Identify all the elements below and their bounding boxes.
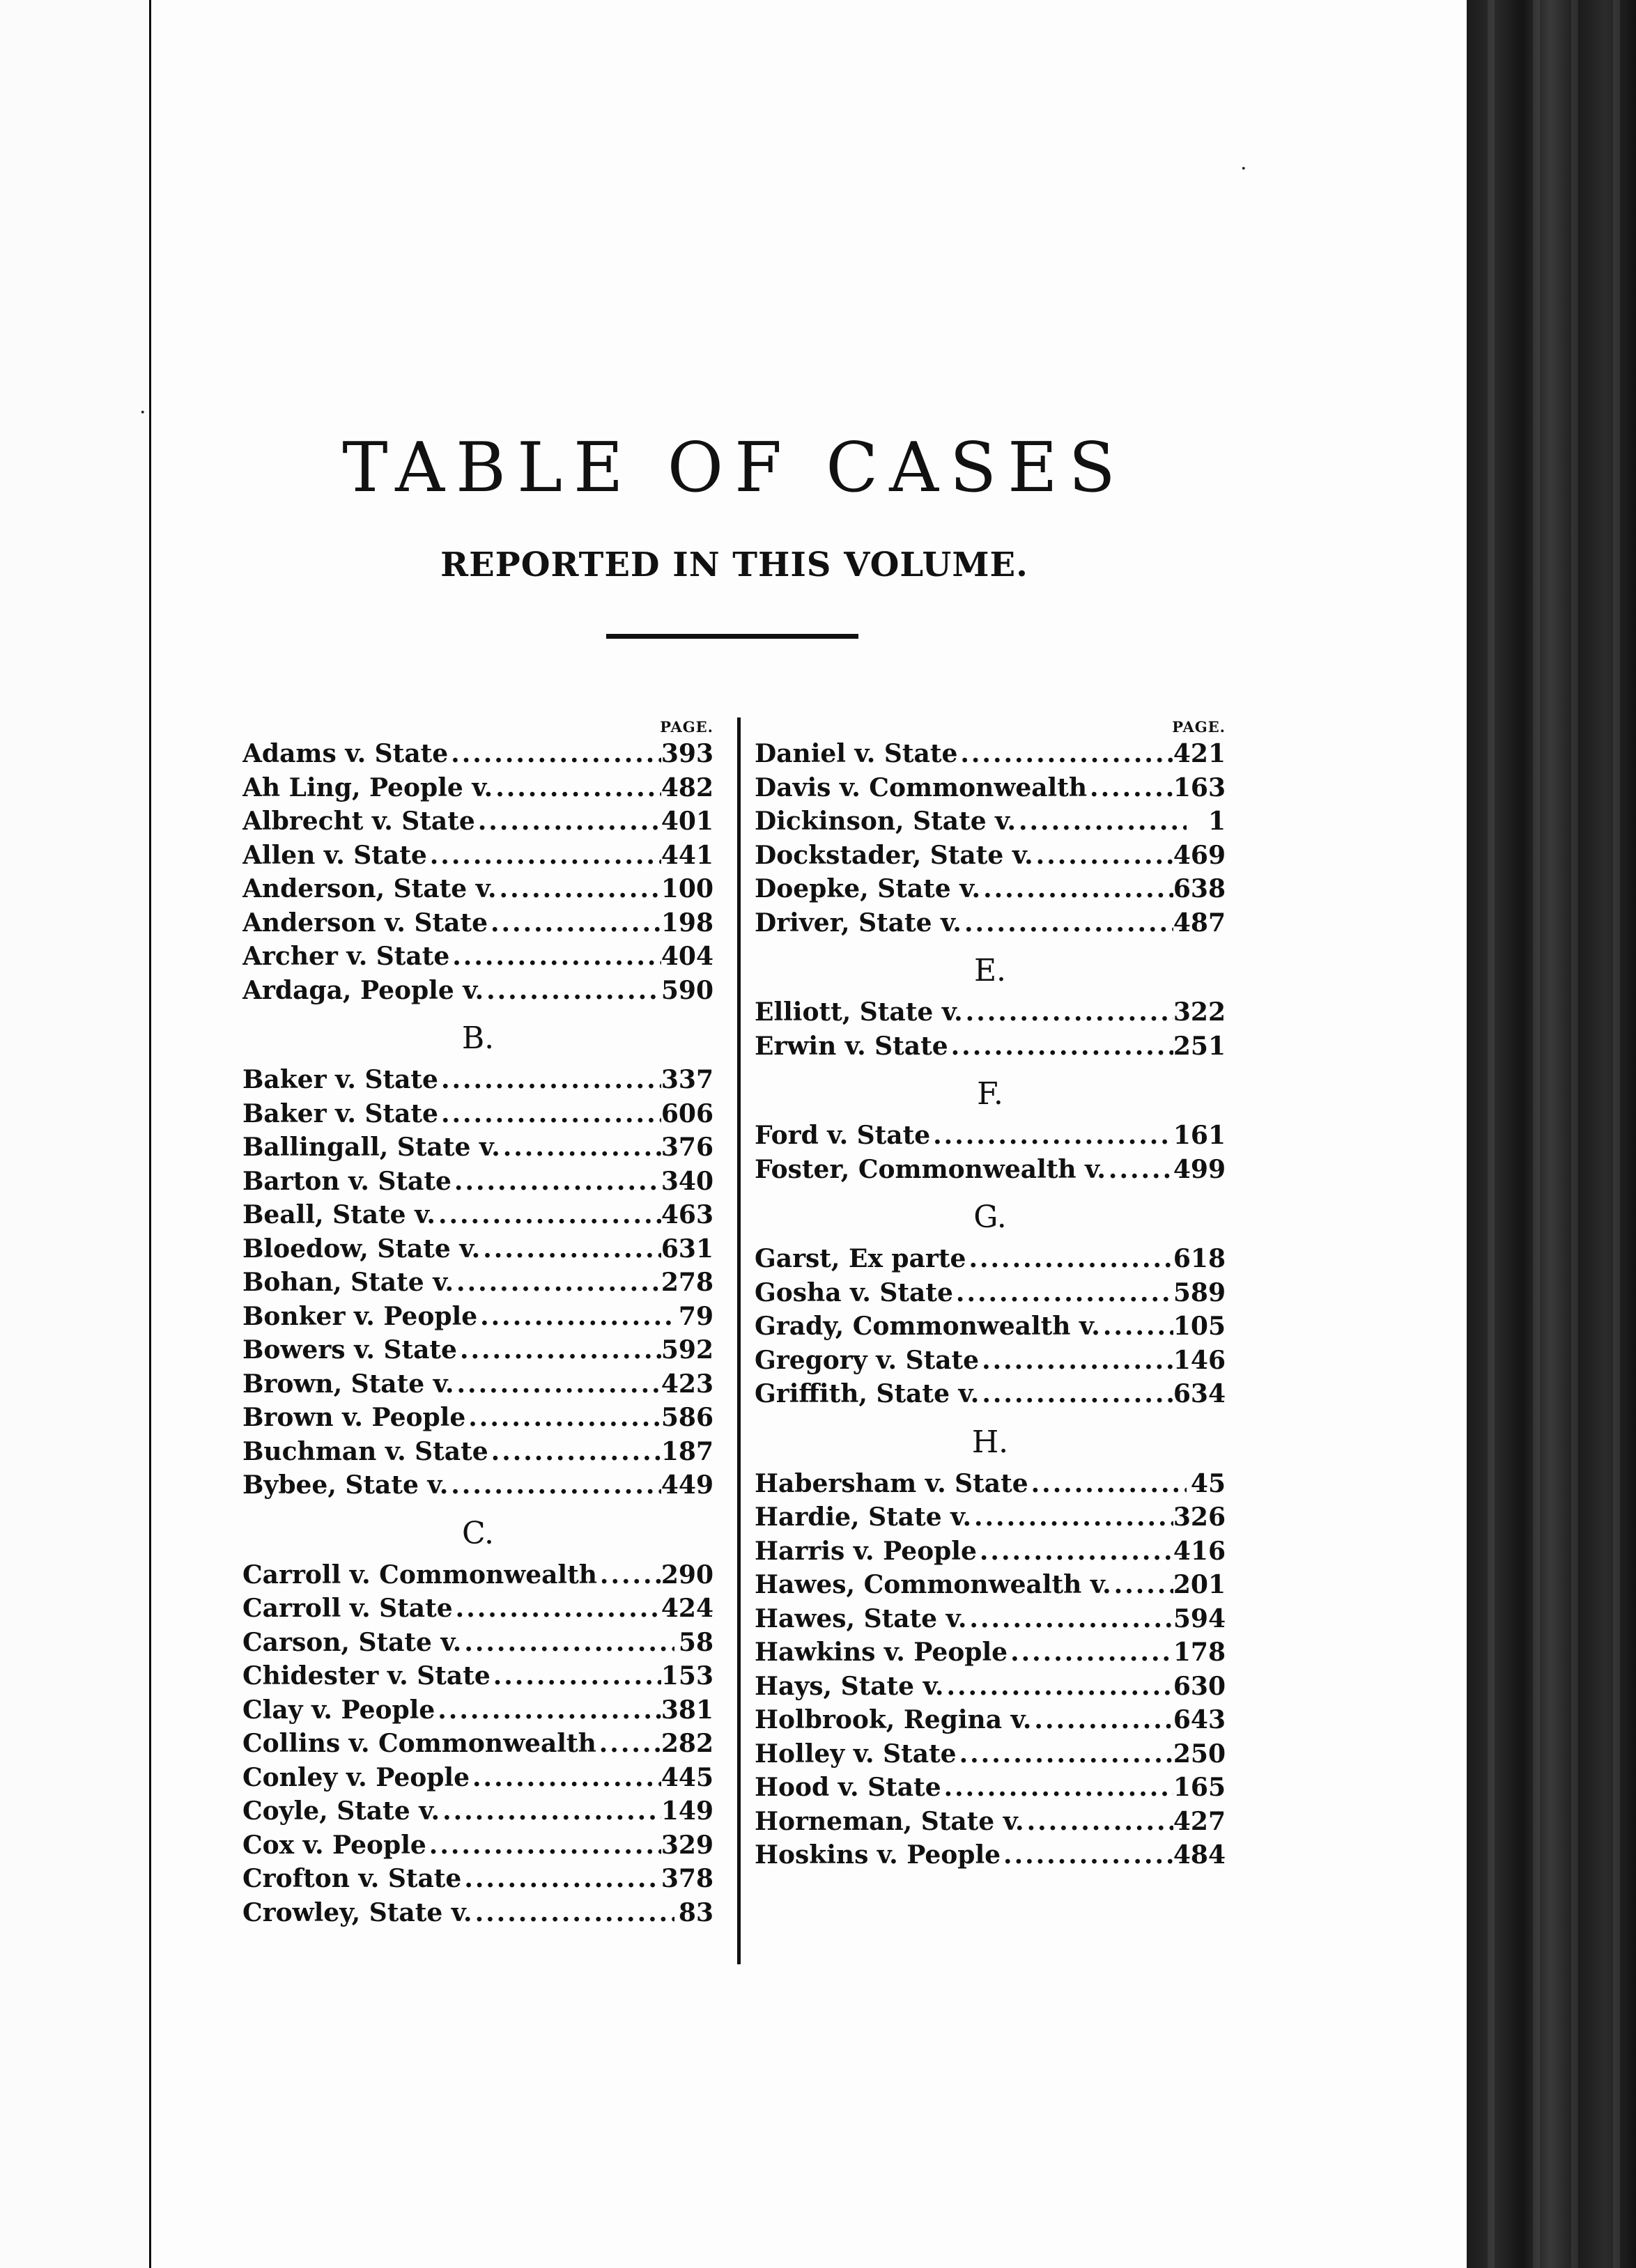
case-name: Hoskins v. People xyxy=(755,1840,1001,1870)
dot-leader xyxy=(454,1266,661,1300)
dot-leader xyxy=(438,1063,661,1097)
dot-leader xyxy=(438,1097,661,1131)
case-page-number: 187 xyxy=(661,1436,713,1466)
book-fore-edge xyxy=(1467,0,1636,2268)
case-entry xyxy=(242,1097,713,1131)
case-entry xyxy=(242,737,713,771)
case-name: Adams v. State xyxy=(242,739,449,768)
right-column xyxy=(755,717,1226,1872)
case-name: Foster, Commonwealth v. xyxy=(755,1154,1106,1184)
page-title: TABLE OF CASES xyxy=(342,428,1127,508)
dot-leader xyxy=(477,1300,674,1334)
dot-leader xyxy=(977,1535,1173,1569)
dot-leader xyxy=(480,1232,661,1266)
case-name: Holley v. State xyxy=(755,1739,957,1769)
case-name: Harris v. People xyxy=(755,1536,977,1566)
case-name: Elliott, State v. xyxy=(755,997,963,1027)
case-page-number: 484 xyxy=(1173,1840,1226,1870)
case-page-number: 161 xyxy=(1173,1121,1226,1150)
case-page-number: 198 xyxy=(661,908,713,938)
case-name: Dockstader, State v. xyxy=(755,840,1033,870)
case-entry xyxy=(755,1310,1226,1344)
dot-leader xyxy=(1106,1153,1173,1187)
dot-leader xyxy=(488,1435,661,1469)
case-entry xyxy=(755,1670,1226,1704)
case-page-number: 634 xyxy=(1173,1379,1226,1408)
case-name: Anderson, State v. xyxy=(242,874,497,903)
case-page-number: 590 xyxy=(661,975,713,1005)
dot-leader xyxy=(452,1165,661,1199)
case-name: Clay v. People xyxy=(242,1695,435,1725)
case-entry xyxy=(242,1198,713,1232)
case-page-number: 487 xyxy=(1173,908,1226,938)
case-name: Brown v. People xyxy=(242,1403,466,1432)
dot-leader xyxy=(948,1030,1173,1064)
dot-leader xyxy=(957,1737,1173,1771)
case-entry xyxy=(755,1030,1226,1064)
case-name: Gregory v. State xyxy=(755,1345,980,1375)
dot-leader xyxy=(475,805,661,839)
case-name: Anderson v. State xyxy=(242,908,488,938)
section-letter: C. xyxy=(461,1515,495,1551)
dot-leader xyxy=(963,995,1173,1030)
case-page-number: 586 xyxy=(661,1403,713,1432)
case-page-number: 290 xyxy=(661,1560,713,1590)
case-name: Carson, State v. xyxy=(242,1627,462,1657)
case-page-number: 401 xyxy=(661,807,713,836)
case-entry xyxy=(242,1761,713,1795)
case-name: Erwin v. State xyxy=(755,1031,948,1061)
case-name: Hood v. State xyxy=(755,1773,941,1802)
case-entry xyxy=(755,1636,1226,1670)
dot-leader xyxy=(461,1626,674,1660)
dot-leader xyxy=(596,1727,661,1761)
case-name: Hawes, Commonwealth v. xyxy=(755,1570,1111,1599)
case-entry xyxy=(242,1401,713,1435)
dot-leader xyxy=(426,1828,661,1863)
case-page-number: 58 xyxy=(678,1627,713,1657)
dot-leader xyxy=(971,1500,1173,1535)
case-name: Doepke, State v. xyxy=(755,874,981,903)
case-page-number: 79 xyxy=(678,1301,713,1331)
case-page-number: 329 xyxy=(661,1830,713,1860)
case-entry xyxy=(755,839,1226,873)
dot-leader xyxy=(449,940,661,974)
case-entry xyxy=(242,906,713,940)
case-page-number: 393 xyxy=(661,739,713,768)
dot-leader xyxy=(980,872,1173,906)
case-name: Coyle, State v. xyxy=(242,1796,440,1826)
case-name: Conley v. People xyxy=(242,1762,470,1792)
case-entry xyxy=(755,1242,1226,1276)
case-name: Habersham v. State xyxy=(755,1468,1028,1498)
case-entry xyxy=(755,1377,1226,1411)
dot-leader xyxy=(427,839,661,873)
case-name: Griffith, State v. xyxy=(755,1379,980,1408)
case-page-number: 638 xyxy=(1173,874,1226,903)
dot-leader xyxy=(1001,1838,1173,1872)
case-entry xyxy=(755,1467,1226,1501)
case-page-number: 404 xyxy=(661,942,713,971)
case-page-number: 376 xyxy=(661,1133,713,1162)
case-page-number: 469 xyxy=(1173,840,1226,870)
dot-leader xyxy=(966,1602,1173,1636)
case-page-number: 337 xyxy=(661,1065,713,1094)
case-entry xyxy=(242,872,713,906)
dot-leader xyxy=(957,737,1173,771)
case-entry xyxy=(242,1558,713,1592)
case-page-number: 427 xyxy=(1173,1806,1226,1836)
case-page-number: 630 xyxy=(1173,1671,1226,1701)
case-entry xyxy=(242,1862,713,1896)
left-column xyxy=(242,717,713,1929)
case-page-number: 594 xyxy=(1173,1603,1226,1633)
case-entry xyxy=(755,1535,1226,1569)
dot-leader xyxy=(1087,771,1173,805)
case-page-number: 340 xyxy=(661,1166,713,1196)
speck-mark: · xyxy=(139,401,146,425)
case-page-number: 153 xyxy=(661,1661,713,1691)
dot-leader xyxy=(454,1367,661,1401)
case-entry xyxy=(242,1435,713,1469)
case-entry xyxy=(755,805,1226,839)
case-name: Baker v. State xyxy=(242,1098,438,1128)
case-name: Ah Ling, People v. xyxy=(242,772,493,802)
case-entry xyxy=(242,1468,713,1502)
case-name: Allen v. State xyxy=(242,840,427,870)
case-name: Gosha v. State xyxy=(755,1277,953,1307)
case-name: Barton v. State xyxy=(242,1166,452,1196)
case-entry xyxy=(755,1344,1226,1378)
case-page-number: 378 xyxy=(661,1864,713,1893)
dot-leader xyxy=(1111,1568,1173,1602)
dot-leader xyxy=(448,737,661,771)
case-page-number: 445 xyxy=(661,1762,713,1792)
dot-leader xyxy=(1100,1310,1173,1344)
case-page-number: 631 xyxy=(661,1234,713,1264)
case-entry xyxy=(242,805,713,839)
case-entry xyxy=(755,1119,1226,1153)
case-page-number: 592 xyxy=(661,1335,713,1365)
dot-leader xyxy=(962,906,1173,940)
dot-leader xyxy=(941,1771,1173,1805)
case-entry xyxy=(242,1367,713,1401)
case-page-number: 250 xyxy=(1173,1739,1226,1769)
case-page-number: 449 xyxy=(661,1470,713,1500)
case-entry xyxy=(242,1266,713,1300)
case-entry xyxy=(755,1838,1226,1872)
case-name: Garst, Ex parte xyxy=(755,1244,966,1273)
page-column-label: PAGE. xyxy=(660,718,713,736)
case-name: Hardie, State v. xyxy=(755,1502,971,1532)
case-name: Horneman, State v. xyxy=(755,1806,1024,1836)
dot-leader xyxy=(453,1592,661,1626)
dot-leader xyxy=(966,1242,1173,1276)
case-entry xyxy=(242,1693,713,1727)
speck-mark: · xyxy=(1240,157,1247,181)
case-page-number: 278 xyxy=(661,1268,713,1297)
case-page-number: 100 xyxy=(661,874,713,903)
dot-leader xyxy=(493,771,661,805)
case-page-number: 589 xyxy=(1173,1277,1226,1307)
case-entry xyxy=(755,1153,1226,1187)
case-name: Hays, State v. xyxy=(755,1671,944,1701)
case-name: Cox v. People xyxy=(242,1830,426,1860)
case-name: Grady, Commonwealth v. xyxy=(755,1312,1100,1341)
case-page-number: 45 xyxy=(1190,1468,1226,1498)
case-page-number: 149 xyxy=(661,1796,713,1826)
case-entry xyxy=(242,1592,713,1626)
case-entry xyxy=(755,771,1226,805)
case-entry xyxy=(242,771,713,805)
case-page-number: 441 xyxy=(661,840,713,870)
case-name: Crofton v. State xyxy=(242,1864,462,1893)
case-entry xyxy=(755,737,1226,771)
case-name: Bohan, State v. xyxy=(242,1268,454,1297)
section-letter: G. xyxy=(973,1199,1007,1235)
case-entry xyxy=(242,1131,713,1165)
case-entry xyxy=(242,940,713,974)
case-entry xyxy=(242,1896,713,1930)
dot-leader xyxy=(448,1468,661,1502)
dot-leader xyxy=(465,1401,661,1435)
page-subtitle: REPORTED IN THIS VOLUME. xyxy=(440,545,1028,584)
case-name: Chidester v. State xyxy=(242,1661,491,1691)
case-page-number: 421 xyxy=(1173,739,1226,768)
case-page-number: 423 xyxy=(661,1369,713,1399)
case-entry xyxy=(755,1805,1226,1839)
dot-leader xyxy=(500,1131,661,1165)
case-name: Daniel v. State xyxy=(755,739,958,768)
dot-leader xyxy=(440,1794,661,1828)
case-page-number: 499 xyxy=(1173,1154,1226,1184)
case-page-number: 482 xyxy=(661,772,713,802)
case-name: Crowley, State v. xyxy=(242,1897,472,1927)
case-name: Dickinson, State v. xyxy=(755,807,1016,836)
case-page-number: 463 xyxy=(661,1200,713,1229)
dot-leader xyxy=(1033,839,1173,873)
case-entry xyxy=(242,1794,713,1828)
section-letter: B. xyxy=(461,1020,495,1056)
case-page-number: 178 xyxy=(1173,1638,1226,1667)
case-entry xyxy=(755,995,1226,1030)
case-name: Hawkins v. People xyxy=(755,1638,1008,1667)
column-divider xyxy=(737,717,741,1964)
dot-leader xyxy=(979,1344,1173,1378)
dot-leader xyxy=(979,1377,1173,1411)
case-name: Bowers v. State xyxy=(242,1335,457,1365)
case-page-number: 326 xyxy=(1173,1502,1226,1532)
case-page-number: 83 xyxy=(678,1897,713,1927)
case-name: Bloedow, State v. xyxy=(242,1234,481,1264)
dot-leader xyxy=(1016,805,1187,839)
title-rule xyxy=(606,634,858,639)
case-page-number: 322 xyxy=(1173,997,1226,1027)
case-entry xyxy=(242,1727,713,1761)
case-name: Ballingall, State v. xyxy=(242,1133,500,1162)
dot-leader xyxy=(461,1862,661,1896)
case-name: Collins v. Commonwealth xyxy=(242,1729,596,1758)
dot-leader xyxy=(457,1333,661,1367)
case-entry xyxy=(242,1659,713,1693)
case-name: Carroll v. State xyxy=(242,1594,453,1623)
case-name: Bonker v. People xyxy=(242,1301,478,1331)
case-entry xyxy=(755,1500,1226,1535)
dot-leader xyxy=(597,1558,661,1592)
dot-leader xyxy=(1024,1805,1173,1839)
case-name: Hawes, State v. xyxy=(755,1603,967,1633)
case-page-number: 282 xyxy=(661,1729,713,1758)
dot-leader xyxy=(435,1198,661,1232)
case-page-number: 1 xyxy=(1207,807,1226,836)
case-page-number: 606 xyxy=(661,1098,713,1128)
case-entry xyxy=(242,1063,713,1097)
case-entry xyxy=(242,1828,713,1863)
case-entry xyxy=(755,906,1226,940)
case-entry xyxy=(242,1165,713,1199)
case-name: Brown, State v. xyxy=(242,1369,454,1399)
case-name: Davis v. Commonwealth xyxy=(755,772,1088,802)
facing-page-edge xyxy=(0,0,151,2268)
dot-leader xyxy=(497,872,661,906)
case-page-number: 424 xyxy=(661,1594,713,1623)
section-letter: F. xyxy=(977,1076,1003,1112)
dot-leader xyxy=(953,1276,1173,1310)
case-entry xyxy=(242,974,713,1008)
dot-leader xyxy=(1028,1467,1187,1501)
dot-leader xyxy=(491,1659,661,1693)
case-page-number: 643 xyxy=(1173,1705,1226,1734)
case-entry xyxy=(242,1232,713,1266)
case-entry xyxy=(242,1626,713,1660)
dot-leader xyxy=(930,1119,1173,1153)
case-page-number: 146 xyxy=(1173,1345,1226,1375)
case-name: Beall, State v. xyxy=(242,1200,435,1229)
case-name: Carroll v. Commonwealth xyxy=(242,1560,597,1590)
case-entry xyxy=(755,872,1226,906)
case-name: Ardaga, People v. xyxy=(242,975,484,1005)
case-page-number: 416 xyxy=(1173,1536,1226,1566)
case-page-number: 201 xyxy=(1173,1570,1226,1599)
case-entry xyxy=(755,1276,1226,1310)
dot-leader xyxy=(484,974,661,1008)
case-name: Driver, State v. xyxy=(755,908,962,938)
dot-leader xyxy=(943,1670,1173,1704)
section-letter: E. xyxy=(973,953,1007,988)
case-page-number: 618 xyxy=(1173,1244,1226,1273)
case-page-number: 105 xyxy=(1173,1312,1226,1341)
case-entry xyxy=(755,1737,1226,1771)
dot-leader xyxy=(1031,1703,1173,1737)
case-page-number: 165 xyxy=(1173,1773,1226,1802)
case-name: Holbrook, Regina v. xyxy=(755,1705,1032,1734)
dot-leader xyxy=(488,906,661,940)
case-name: Buchman v. State xyxy=(242,1436,488,1466)
case-entry xyxy=(755,1703,1226,1737)
case-name: Archer v. State xyxy=(242,942,450,971)
case-entry xyxy=(755,1602,1226,1636)
case-name: Bybee, State v. xyxy=(242,1470,449,1500)
case-entry xyxy=(755,1568,1226,1602)
case-entry xyxy=(242,839,713,873)
dot-leader xyxy=(435,1693,661,1727)
section-letter: H. xyxy=(971,1424,1009,1460)
dot-leader xyxy=(470,1761,661,1795)
case-page-number: 251 xyxy=(1173,1031,1226,1061)
dot-leader xyxy=(472,1896,674,1930)
case-page-number: 381 xyxy=(661,1695,713,1725)
case-entry xyxy=(755,1771,1226,1805)
case-name: Ford v. State xyxy=(755,1121,931,1150)
case-name: Albrecht v. State xyxy=(242,807,475,836)
case-entry xyxy=(242,1333,713,1367)
case-entry xyxy=(242,1300,713,1334)
dot-leader xyxy=(1008,1636,1173,1670)
case-page-number: 163 xyxy=(1173,772,1226,802)
page-column-label: PAGE. xyxy=(1172,718,1226,736)
case-name: Baker v. State xyxy=(242,1065,438,1094)
